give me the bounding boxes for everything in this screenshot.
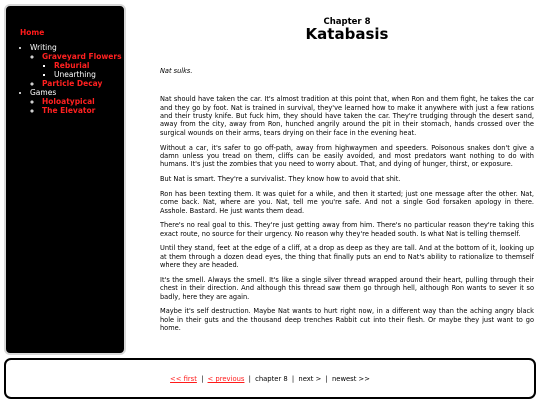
chapter-label: Chapter 8 [323,17,371,27]
intro-paragraph: Nat sulks. [160,66,193,75]
sidebar-item-games [30,88,124,115]
chapter-title: Katabasis [305,25,389,44]
chapter-navigation [6,375,534,383]
graveyard-flowers-link[interactable]: Graveyard Flowers [42,52,122,61]
unearthing-current-label: Unearthing [54,70,96,79]
sidebar-nav [20,43,124,115]
sidebar-item-reburial [54,61,124,70]
body-paragraph: Maybe it's self destruction. Maybe Nat wants to hurt right now, in a different way than the aching angry black hole in their guts and the thousand deep trenches Rabbit cut into their flesh. Or maybe they just want to go home. [160,307,534,333]
body-paragraph: It's the smell. Always the smell. It's like a single silver thread wrapped around their heart, pulling through their chest in their direction. And although this thread saw them go through hell, although Ron wants to sever it so badly, here they are again. [160,275,534,301]
nav-separator: | [248,375,251,383]
the-elevator-link[interactable]: The Elevator [42,106,96,115]
sidebar-item-writing [30,43,124,88]
chapter-content [160,14,534,357]
body-paragraph: Until they stand, feet at the edge of a cliff, at a drop as deep as they are tall. And at the bottom of it, looking up at them through a dozen dead eyes, the thing that finally puts an end to Nat's ability to rationalize to themself where they are headed. [160,244,534,270]
first-chapter-link[interactable]: << first [170,375,197,383]
chapter-navigation-footer [4,358,536,399]
reburial-link[interactable]: Reburial [54,61,90,70]
current-chapter-label: chapter 8 [255,375,288,383]
nav-separator: | [291,375,295,383]
sidebar-item-the-elevator [42,106,124,115]
body-paragraph: There's no real goal to this. They're just getting away from him. There's no particular reason they're taking this exact route, no source for their urgency. No reason why they're headed south. Is what Nat is telling themself. [160,221,534,238]
previous-chapter-link[interactable]: < previous [207,375,245,383]
nav-separator: | [325,375,328,383]
nav-separator: | [201,375,204,383]
sidebar-item-holoatypical [42,97,124,106]
home-link[interactable]: Home [20,28,45,37]
particle-decay-link[interactable]: Particle Decay [42,79,103,88]
sidebar-item-unearthing [54,70,124,79]
body-paragraph: Ron has been texting them. It was quiet for a while, and then it started; just one message after the other. Nat, come back. Nat, where are you. Nat, tell me you're safe. And not a single God forsaken apology in there. Asshole. Bastard. He just wants them dead. [160,189,534,215]
sidebar [4,4,126,355]
sidebar-item-graveyard-flowers [42,52,124,79]
sidebar-item-label: Writing [30,43,57,52]
body-paragraph: Nat should have taken the car. It's almost tradition at this point that, when Ron and them fight, he takes the car and they go by foot. Nat is trained in survival, they've learned how to make it anywhere with just a few rations and their trusty knife. But fuck him, they should have taken the car. They're trudging through the desert sand, away from the city, away from Ron, hunched angrily around the pit in their stomach, hands crossed over the surgical wounds on their arms, tears drying on their face in the evening heat. [160,95,534,137]
sidebar-item-label: Games [30,88,57,97]
sidebar-item-particle-decay [42,79,124,88]
body-paragraph: But Nat is smart. They're a survivalist. They know how to avoid that shit. [160,175,401,184]
next-chapter-label: next > [298,375,322,383]
newest-chapter-label: newest >> [331,375,370,383]
body-paragraph: Without a car, it's safer to go off-path, away from highwaymen and speeders. Poisonous snakes don't give a damn unless you tread on them, cliffs can be easily avoided, and most predators want nothing to do with humans. It's just the zombies that you need to worry about. That, and dying of hunger, thirst, or exposure. [160,143,534,169]
holoatypical-link[interactable]: Holoatypical [42,97,95,106]
